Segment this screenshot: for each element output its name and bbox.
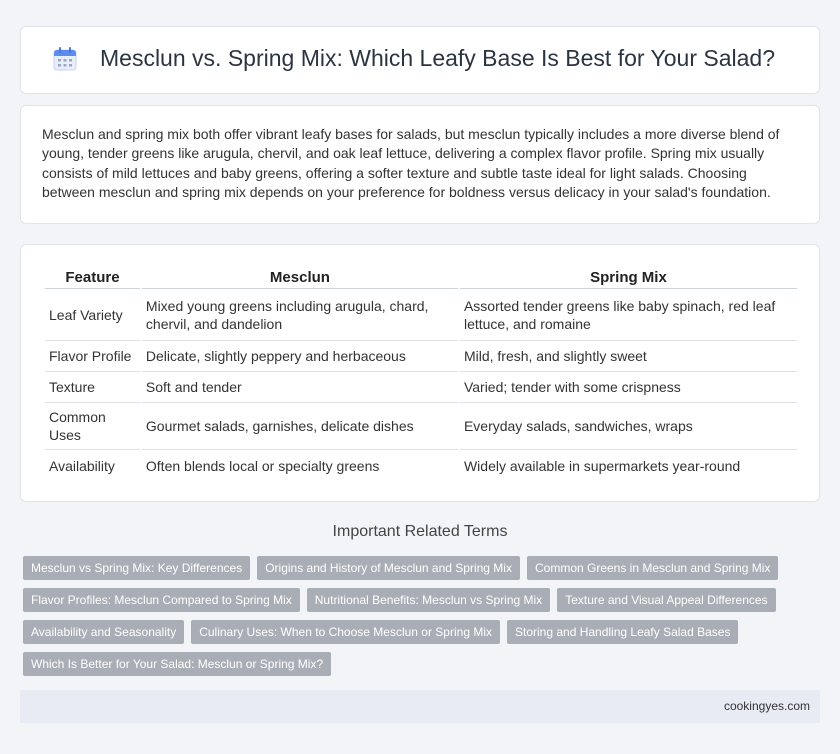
related-term-tag[interactable]: Storing and Handling Leafy Salad Bases	[507, 620, 738, 644]
table-cell: Mild, fresh, and slightly sweet	[460, 341, 797, 372]
related-term-tag[interactable]: Mesclun vs Spring Mix: Key Differences	[23, 556, 250, 580]
intro-paragraph: Mesclun and spring mix both offer vibrant leafy bases for salads, but mesclun typically includes a more diverse blend of young, tender greens like arugula, chervil, and oak leaf lettuce, delivering a complex flavor profile. Spring mix usually consists of mild lettuces and baby greens, offering a softer texture and subtle taste ideal for light salads. Choosing between mesclun and spring mix depends on your preference for boldness versus delicacy in your salad's foundation.	[42, 126, 780, 201]
table-cell: Texture	[45, 372, 140, 403]
table-cell: Often blends local or specialty greens	[145, 458, 380, 474]
table-header-cell: Mesclun	[142, 263, 458, 289]
related-term-tag[interactable]: Common Greens in Mesclun and Spring Mix	[527, 556, 778, 580]
table-cell: Flavor Profile	[45, 341, 140, 372]
intro-card	[20, 105, 820, 224]
related-term-tag[interactable]: Culinary Uses: When to Choose Mesclun or Spring Mix	[191, 620, 500, 644]
table-row	[45, 341, 797, 372]
site-link[interactable]: cookingyes.com	[723, 699, 810, 713]
table-header-row	[45, 263, 797, 289]
page-title: Mesclun vs. Spring Mix: Which Leafy Base Is Best for Your Salad?	[100, 45, 775, 71]
table-cell: Mixed young greens including arugula, chard, chervil, and dandelion	[142, 289, 458, 341]
related-term-tag[interactable]: Origins and History of Mesclun and Spring Mix	[257, 556, 520, 580]
table-row	[45, 403, 797, 450]
table-cell: Leaf Variety	[45, 289, 140, 341]
table-cell: Gourmet salads, garnishes, delicate dishes	[142, 403, 458, 450]
table-cell: Common Uses	[45, 403, 140, 450]
related-term-tag[interactable]: Availability and Seasonality	[23, 620, 184, 644]
table-row	[45, 450, 797, 482]
table-row	[45, 289, 797, 341]
table-header-cell: Spring Mix	[460, 263, 797, 289]
related-term-tag[interactable]: Flavor Profiles: Mesclun Compared to Spring Mix	[23, 588, 300, 612]
table-cell: Delicate, slightly peppery and herbaceous	[142, 341, 458, 372]
comparison-table	[43, 263, 799, 482]
table-cell: Assorted tender greens like baby spinach, red leaf lettuce, and romaine	[460, 289, 797, 341]
related-term-tag[interactable]: Which Is Better for Your Salad: Mesclun or Spring Mix?	[23, 652, 331, 676]
related-terms-tags	[23, 556, 823, 684]
comparison-card	[20, 244, 820, 502]
related-terms-title: Important Related Terms	[332, 523, 508, 540]
calendar-icon	[51, 45, 79, 73]
related-term-tag[interactable]: Texture and Visual Appeal Differences	[557, 588, 775, 612]
table-row	[45, 372, 797, 403]
table-cell: Availability	[49, 458, 115, 474]
table-cell: Soft and tender	[142, 372, 458, 403]
related-term-tag[interactable]: Nutritional Benefits: Mesclun vs Spring Mix	[307, 588, 550, 612]
footer	[20, 690, 820, 723]
table-cell: Widely available in supermarkets year-round	[463, 458, 741, 474]
table-header-cell: Feature	[45, 263, 140, 289]
header-card	[20, 26, 820, 94]
table-cell: Everyday salads, sandwiches, wraps	[460, 403, 797, 450]
table-cell: Varied; tender with some crispness	[460, 372, 797, 403]
